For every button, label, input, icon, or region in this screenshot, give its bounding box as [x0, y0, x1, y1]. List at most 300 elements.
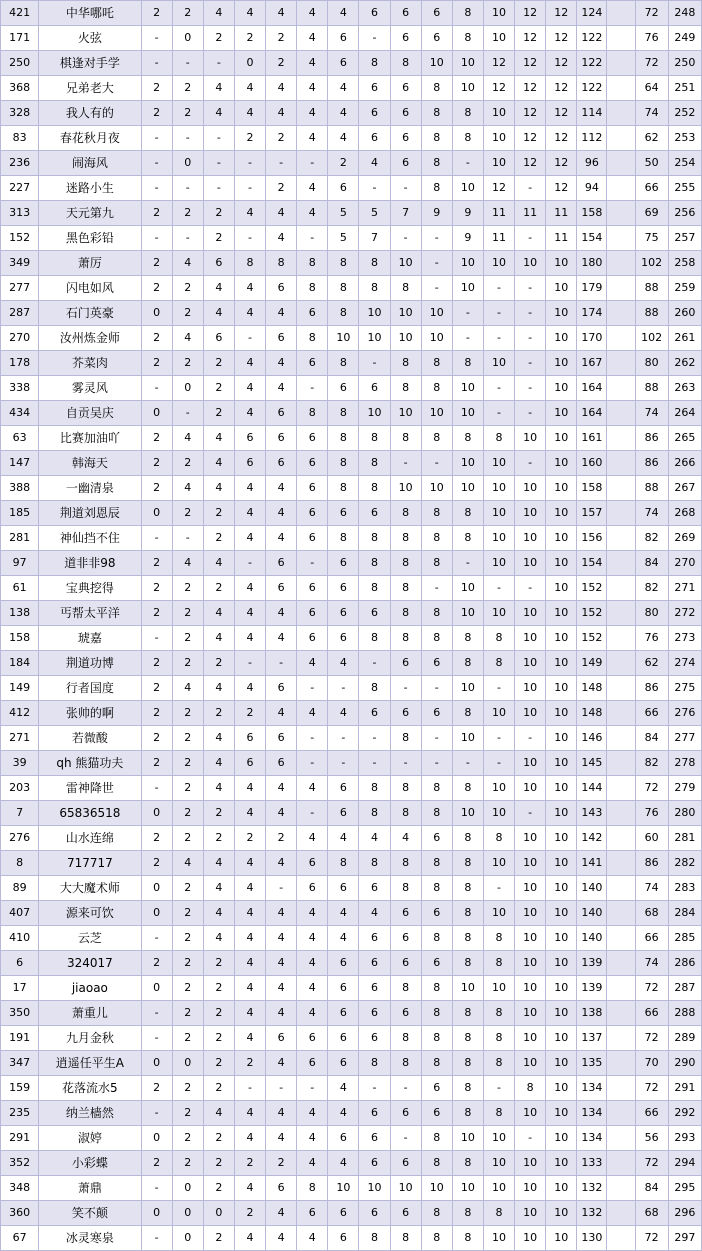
table-row — [1, 551, 702, 576]
score-cell: 4 — [266, 1051, 297, 1076]
score-cell: 0 — [172, 1051, 203, 1076]
score-cell — [607, 701, 635, 726]
score-cell: 10 — [546, 1176, 577, 1201]
score-cell: 8 — [452, 826, 483, 851]
score-cell: 10 — [515, 1051, 546, 1076]
score-cell: - — [328, 726, 359, 751]
score-cell: 6 — [390, 126, 421, 151]
score-cell: - — [297, 226, 328, 251]
score-cell: 10 — [483, 901, 514, 926]
score-cell: 6 — [359, 101, 390, 126]
score-cell: 8 — [266, 251, 297, 276]
score-cell: 4 — [234, 801, 265, 826]
table-row — [1, 51, 702, 76]
score-cell: 10 — [515, 926, 546, 951]
score-cell: 10 — [546, 776, 577, 801]
score-cell — [607, 901, 635, 926]
score-cell: 10 — [546, 551, 577, 576]
player-name-cell: 云芝 — [39, 926, 141, 951]
score-cell — [607, 1151, 635, 1176]
score-cell: 10 — [421, 401, 452, 426]
score-cell: 4 — [203, 76, 234, 101]
score-cell: 6 — [390, 151, 421, 176]
score-cell: 12 — [515, 76, 546, 101]
score-cell: 10 — [546, 1001, 577, 1026]
score-cell: 10 — [546, 426, 577, 451]
score-cell: 2 — [172, 726, 203, 751]
score-cell: 6 — [328, 776, 359, 801]
rank-cell: 251 — [668, 76, 701, 101]
score-cell: 6 — [297, 426, 328, 451]
score-cell: 10 — [546, 801, 577, 826]
score-cell: 2 — [141, 676, 172, 701]
score-cell: 8 — [452, 1151, 483, 1176]
score-cell: 6 — [297, 626, 328, 651]
score-cell: 4 — [297, 976, 328, 1001]
score-cell: 6 — [390, 901, 421, 926]
table-row — [1, 1076, 702, 1101]
total-score-cell: 132 — [577, 1201, 607, 1226]
score-cell: 8 — [359, 551, 390, 576]
score-cell: - — [172, 176, 203, 201]
table-row — [1, 401, 702, 426]
score-cell: 6 — [421, 26, 452, 51]
table-row — [1, 376, 702, 401]
rank-cell: 260 — [668, 301, 701, 326]
score-cell: 4 — [328, 1101, 359, 1126]
score-cell: 10 — [483, 601, 514, 626]
score-cell — [607, 51, 635, 76]
table-row — [1, 451, 702, 476]
rank-cell: 272 — [668, 601, 701, 626]
score-cell: 8 — [328, 526, 359, 551]
score-cell: 2 — [266, 826, 297, 851]
player-name-cell: 山水连绵 — [39, 826, 141, 851]
score-cell: 4 — [297, 1, 328, 26]
score-cell — [607, 751, 635, 776]
player-name-cell: 石门英豪 — [39, 301, 141, 326]
score-cell: 12 — [515, 101, 546, 126]
score-cell: - — [483, 751, 514, 776]
score-cell: 4 — [172, 551, 203, 576]
score-cell — [607, 176, 635, 201]
score-cell: 10 — [515, 626, 546, 651]
score-cell: 0 — [141, 901, 172, 926]
score-cell: - — [141, 51, 172, 76]
player-name-cell: 324017 — [39, 951, 141, 976]
table-row — [1, 851, 702, 876]
score-cell: 10 — [452, 801, 483, 826]
player-name-cell: 荆道刘恩辰 — [39, 501, 141, 526]
score-cell: 10 — [483, 351, 514, 376]
score-cell: - — [141, 376, 172, 401]
score-cell: 6 — [328, 551, 359, 576]
player-id-cell: 235 — [1, 1101, 39, 1126]
score-cell: - — [483, 1076, 514, 1101]
score-cell: 4 — [266, 351, 297, 376]
score-cell: 8 — [390, 601, 421, 626]
score-cell: 72 — [635, 776, 668, 801]
player-id-cell: 184 — [1, 651, 39, 676]
score-cell: 4 — [234, 1026, 265, 1051]
player-name-cell: 淑婷 — [39, 1126, 141, 1151]
score-cell: 4 — [234, 976, 265, 1001]
score-cell — [607, 951, 635, 976]
score-cell: 88 — [635, 476, 668, 501]
score-cell: 4 — [172, 676, 203, 701]
player-id-cell: 227 — [1, 176, 39, 201]
player-id-cell: 7 — [1, 801, 39, 826]
score-cell: 10 — [546, 876, 577, 901]
score-cell: 2 — [203, 226, 234, 251]
score-cell — [607, 601, 635, 626]
player-id-cell: 8 — [1, 851, 39, 876]
score-cell: 5 — [328, 226, 359, 251]
score-cell: 8 — [359, 476, 390, 501]
score-cell: 6 — [297, 351, 328, 376]
score-cell: 10 — [546, 1126, 577, 1151]
score-cell: 10 — [515, 1026, 546, 1051]
player-id-cell: 6 — [1, 951, 39, 976]
score-cell: 9 — [452, 226, 483, 251]
rank-cell: 248 — [668, 1, 701, 26]
score-cell: 4 — [234, 351, 265, 376]
score-cell: 10 — [546, 451, 577, 476]
rank-cell: 253 — [668, 126, 701, 151]
score-cell: - — [141, 926, 172, 951]
score-cell: 86 — [635, 676, 668, 701]
score-cell: 4 — [266, 501, 297, 526]
score-cell: - — [515, 276, 546, 301]
score-cell: 2 — [172, 101, 203, 126]
score-cell: 0 — [141, 401, 172, 426]
total-score-cell: 114 — [577, 101, 607, 126]
score-cell: 2 — [141, 1076, 172, 1101]
total-score-cell: 164 — [577, 401, 607, 426]
table-row — [1, 701, 702, 726]
score-cell: 8 — [421, 1201, 452, 1226]
score-cell: 8 — [390, 576, 421, 601]
total-score-cell: 160 — [577, 451, 607, 476]
score-cell: 4 — [234, 76, 265, 101]
score-cell: 6 — [390, 701, 421, 726]
score-cell: 10 — [328, 326, 359, 351]
score-cell: 8 — [421, 551, 452, 576]
score-cell: 4 — [297, 126, 328, 151]
score-cell: 4 — [266, 951, 297, 976]
score-cell: 0 — [172, 1176, 203, 1201]
score-cell: 6 — [421, 651, 452, 676]
score-cell: 4 — [234, 1126, 265, 1151]
score-cell: 6 — [266, 1026, 297, 1051]
score-cell: 10 — [515, 826, 546, 851]
score-cell: 2 — [172, 976, 203, 1001]
score-cell: 10 — [483, 1, 514, 26]
score-cell: 12 — [546, 126, 577, 151]
score-cell: 8 — [483, 1101, 514, 1126]
score-cell: 10 — [483, 1126, 514, 1151]
score-cell: 10 — [546, 1051, 577, 1076]
score-cell: 4 — [328, 1076, 359, 1101]
score-cell: 8 — [390, 1051, 421, 1076]
score-cell: 10 — [452, 601, 483, 626]
score-cell: 8 — [328, 251, 359, 276]
table-row — [1, 176, 702, 201]
score-cell: 10 — [421, 51, 452, 76]
score-cell: 6 — [359, 1, 390, 26]
score-cell: 2 — [234, 1151, 265, 1176]
score-cell: 8 — [452, 26, 483, 51]
score-cell: 4 — [203, 426, 234, 451]
score-cell: 2 — [172, 501, 203, 526]
score-cell: 4 — [234, 276, 265, 301]
score-cell: 10 — [452, 451, 483, 476]
score-cell: 12 — [515, 126, 546, 151]
table-row — [1, 901, 702, 926]
score-cell: 8 — [452, 1, 483, 26]
score-cell: 0 — [141, 801, 172, 826]
rank-cell: 289 — [668, 1026, 701, 1051]
score-cell: 8 — [421, 1226, 452, 1251]
rank-cell: 271 — [668, 576, 701, 601]
score-cell: 10 — [546, 1151, 577, 1176]
score-cell: 8 — [421, 926, 452, 951]
score-cell: 6 — [203, 326, 234, 351]
score-cell: 6 — [266, 751, 297, 776]
score-cell: 8 — [421, 1051, 452, 1076]
score-cell: 8 — [297, 401, 328, 426]
score-cell: 10 — [483, 501, 514, 526]
score-cell: - — [297, 726, 328, 751]
score-cell: 8 — [421, 626, 452, 651]
player-id-cell: 291 — [1, 1126, 39, 1151]
table-row — [1, 726, 702, 751]
score-cell: 2 — [141, 476, 172, 501]
player-id-cell: 349 — [1, 251, 39, 276]
score-cell: 8 — [452, 101, 483, 126]
score-cell: - — [390, 676, 421, 701]
table-row — [1, 151, 702, 176]
score-cell: - — [266, 651, 297, 676]
score-cell: 10 — [452, 51, 483, 76]
player-id-cell: 191 — [1, 1026, 39, 1051]
score-cell: - — [483, 576, 514, 601]
score-cell: 6 — [421, 1076, 452, 1101]
rank-cell: 280 — [668, 801, 701, 826]
score-cell: 8 — [390, 626, 421, 651]
score-cell: 2 — [203, 826, 234, 851]
score-cell: 2 — [141, 551, 172, 576]
player-name-cell: 大大魔术师 — [39, 876, 141, 901]
player-id-cell: 17 — [1, 976, 39, 1001]
score-cell: 6 — [234, 751, 265, 776]
player-id-cell: 178 — [1, 351, 39, 376]
score-cell: 4 — [266, 1001, 297, 1026]
rank-cell: 266 — [668, 451, 701, 476]
score-cell: 6 — [328, 176, 359, 201]
score-cell: 4 — [297, 951, 328, 976]
score-cell: 6 — [328, 1226, 359, 1251]
score-cell: 4 — [172, 251, 203, 276]
score-cell: 10 — [515, 426, 546, 451]
score-cell: 10 — [546, 701, 577, 726]
score-cell: 8 — [390, 501, 421, 526]
score-cell: 10 — [483, 476, 514, 501]
score-cell: - — [297, 801, 328, 826]
score-cell — [607, 526, 635, 551]
total-score-cell: 161 — [577, 426, 607, 451]
score-cell: 8 — [421, 1001, 452, 1026]
score-cell: 2 — [141, 701, 172, 726]
score-cell: 12 — [515, 51, 546, 76]
score-cell: - — [141, 176, 172, 201]
score-cell: 10 — [515, 701, 546, 726]
score-cell: 6 — [266, 676, 297, 701]
score-cell: - — [390, 451, 421, 476]
score-cell: - — [141, 626, 172, 651]
score-cell: 2 — [172, 701, 203, 726]
total-score-cell: 122 — [577, 76, 607, 101]
score-cell: 8 — [390, 1226, 421, 1251]
rank-cell: 256 — [668, 201, 701, 226]
score-cell: 8 — [359, 1226, 390, 1251]
score-cell: 72 — [635, 1, 668, 26]
score-cell: 74 — [635, 876, 668, 901]
table-row — [1, 201, 702, 226]
score-cell: - — [297, 151, 328, 176]
score-cell: 6 — [390, 1101, 421, 1126]
table-row — [1, 351, 702, 376]
score-cell: 2 — [172, 1076, 203, 1101]
score-cell: 2 — [203, 376, 234, 401]
score-cell: 8 — [421, 1026, 452, 1051]
score-cell: - — [359, 726, 390, 751]
score-cell: 66 — [635, 176, 668, 201]
score-cell: 2 — [172, 351, 203, 376]
score-cell: 10 — [390, 251, 421, 276]
score-cell — [607, 1001, 635, 1026]
total-score-cell: 170 — [577, 326, 607, 351]
score-cell: 4 — [297, 1226, 328, 1251]
total-score-cell: 140 — [577, 876, 607, 901]
score-cell: 4 — [234, 1176, 265, 1201]
rank-cell: 261 — [668, 326, 701, 351]
score-cell: - — [266, 876, 297, 901]
score-cell: 6 — [390, 76, 421, 101]
score-cell: 2 — [172, 576, 203, 601]
score-cell: 8 — [421, 1151, 452, 1176]
score-cell: - — [359, 651, 390, 676]
score-cell: - — [141, 1001, 172, 1026]
score-cell: - — [483, 876, 514, 901]
score-cell: - — [421, 451, 452, 476]
table-row — [1, 951, 702, 976]
table-row — [1, 876, 702, 901]
score-cell: 10 — [452, 76, 483, 101]
score-cell: - — [421, 276, 452, 301]
player-name-cell: 丐帮太平洋 — [39, 601, 141, 626]
score-cell: 4 — [328, 651, 359, 676]
score-cell: 7 — [359, 226, 390, 251]
score-cell: 102 — [635, 251, 668, 276]
score-cell: 12 — [546, 1, 577, 26]
player-name-cell: 一幽清泉 — [39, 476, 141, 501]
player-id-cell: 352 — [1, 1151, 39, 1176]
score-cell: 0 — [172, 1226, 203, 1251]
score-cell: 4 — [297, 1001, 328, 1026]
total-score-cell: 94 — [577, 176, 607, 201]
score-cell: 4 — [234, 1101, 265, 1126]
table-row — [1, 1001, 702, 1026]
total-score-cell: 141 — [577, 851, 607, 876]
score-cell: 4 — [297, 101, 328, 126]
score-cell: 4 — [203, 301, 234, 326]
table-row — [1, 1176, 702, 1201]
total-score-cell: 156 — [577, 526, 607, 551]
score-cell: 10 — [452, 726, 483, 751]
score-cell: - — [390, 176, 421, 201]
score-cell: 69 — [635, 201, 668, 226]
score-cell: - — [359, 26, 390, 51]
score-cell: 10 — [515, 1151, 546, 1176]
player-name-cell: 冰灵寒泉 — [39, 1226, 141, 1251]
score-cell: 2 — [141, 726, 172, 751]
rank-cell: 267 — [668, 476, 701, 501]
score-cell: 10 — [515, 901, 546, 926]
rank-cell: 288 — [668, 1001, 701, 1026]
total-score-cell: 152 — [577, 576, 607, 601]
score-cell: 10 — [546, 951, 577, 976]
player-id-cell: 270 — [1, 326, 39, 351]
score-cell: 6 — [359, 376, 390, 401]
score-cell: 4 — [390, 826, 421, 851]
score-cell: 8 — [483, 426, 514, 451]
score-cell: 8 — [421, 76, 452, 101]
score-cell: 4 — [266, 476, 297, 501]
table-row — [1, 576, 702, 601]
score-cell: 2 — [203, 1026, 234, 1051]
total-score-cell: 134 — [577, 1126, 607, 1151]
score-cell: 10 — [515, 1001, 546, 1026]
score-cell: 8 — [390, 551, 421, 576]
score-cell: 8 — [390, 1026, 421, 1051]
score-cell: 4 — [203, 101, 234, 126]
score-cell: - — [172, 226, 203, 251]
score-cell: 6 — [390, 951, 421, 976]
score-cell: 8 — [390, 876, 421, 901]
score-cell: 2 — [172, 751, 203, 776]
score-cell: 4 — [234, 201, 265, 226]
total-score-cell: 148 — [577, 676, 607, 701]
score-cell: - — [390, 226, 421, 251]
score-cell: 6 — [390, 926, 421, 951]
score-cell: 10 — [515, 476, 546, 501]
score-cell: 8 — [359, 851, 390, 876]
score-cell: - — [172, 51, 203, 76]
score-cell: 4 — [266, 201, 297, 226]
total-score-cell: 144 — [577, 776, 607, 801]
player-id-cell: 271 — [1, 726, 39, 751]
score-cell: 10 — [483, 1176, 514, 1201]
player-id-cell: 83 — [1, 126, 39, 151]
score-cell: 6 — [359, 876, 390, 901]
score-cell: 2 — [141, 426, 172, 451]
score-cell: 0 — [141, 501, 172, 526]
player-name-cell: 闪电如风 — [39, 276, 141, 301]
player-id-cell: 434 — [1, 401, 39, 426]
table-row — [1, 1026, 702, 1051]
player-id-cell: 407 — [1, 901, 39, 926]
